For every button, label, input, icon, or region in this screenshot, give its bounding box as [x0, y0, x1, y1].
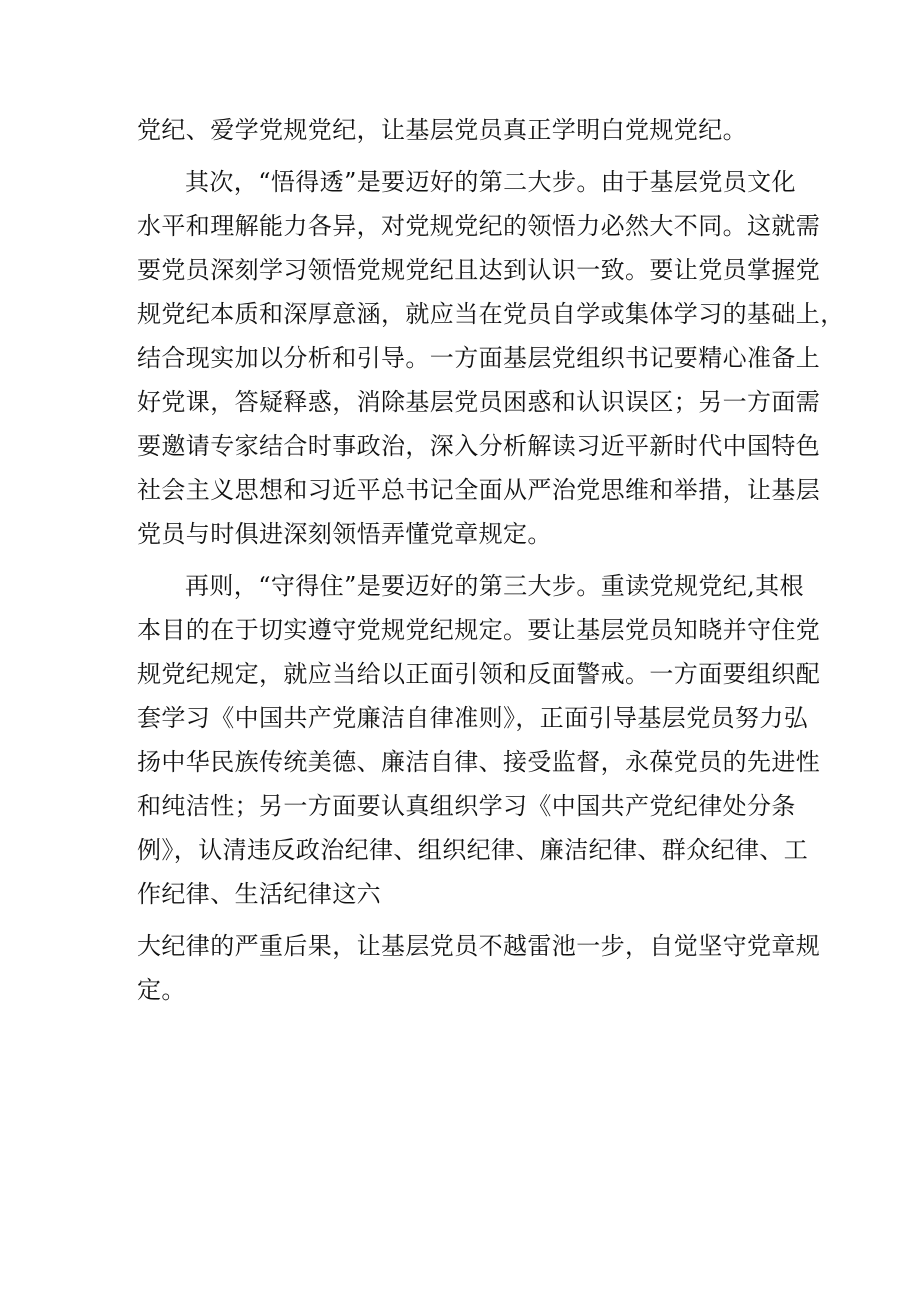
text-line-3: 水平和理解能力各异，对党规党纪的领悟力必然大不同。这就需	[137, 212, 821, 240]
text-line-18: 作纪律、生活纪律这六	[137, 880, 381, 908]
text-line-9: 社会主义思想和习近平总书记全面从严治党思维和举措，让基层	[137, 476, 821, 504]
text-line-10: 党员与时俱进深刻领悟弄懂党章规定。	[137, 520, 552, 548]
text-line-4: 要党员深刻学习领悟党规党纪且达到认识一致。要让党员掌握党	[137, 256, 821, 284]
text-line-7: 好党课，答疑释惑，消除基层党员困惑和认识误区；另一方面需	[137, 388, 821, 416]
text-line-2: 其次，“悟得透”是要迈好的第二大步。由于基层党员文化	[185, 168, 796, 196]
text-line-6: 结合现实加以分析和引导。一方面基层党组织书记要精心准备上	[137, 344, 821, 372]
text-line-12: 本目的在于切实遵守党规党纪规定。要让基层党员知晓并守住党	[137, 616, 821, 644]
text-line-19: 大纪律的严重后果，让基层党员不越雷池一步，自觉坚守党章规	[137, 932, 821, 960]
text-line-13: 规党纪规定，就应当给以正面引领和反面警戒。一方面要组织配	[137, 660, 821, 688]
text-line-11: 再则，“守得住”是要迈好的第三大步。重读党规党纪,其根	[185, 572, 804, 600]
text-line-15: 扬中华民族传统美德、廉洁自律、接受监督，永葆党员的先进性	[137, 748, 821, 776]
text-line-8: 要邀请专家结合时事政治，深入分析解读习近平新时代中国特色	[137, 432, 821, 460]
text-line-16: 和纯洁性；另一方面要认真组织学习《中国共产党纪律处分条	[137, 792, 796, 820]
text-line-5: 规党纪本质和深厚意涵，就应当在党员自学或集体学习的基础上，	[137, 300, 845, 328]
text-line-17: 例》，认清违反政治纪律、组织纪律、廉洁纪律、群众纪律、工	[137, 836, 809, 864]
text-line-14: 套学习《中国共产党廉洁自律准则》，正面引导基层党员努力弘	[137, 704, 809, 732]
text-line-1: 党纪、爱学党规党纪，让基层党员真正学明白党规党纪。	[137, 116, 747, 144]
text-line-20: 定。	[137, 976, 186, 1004]
